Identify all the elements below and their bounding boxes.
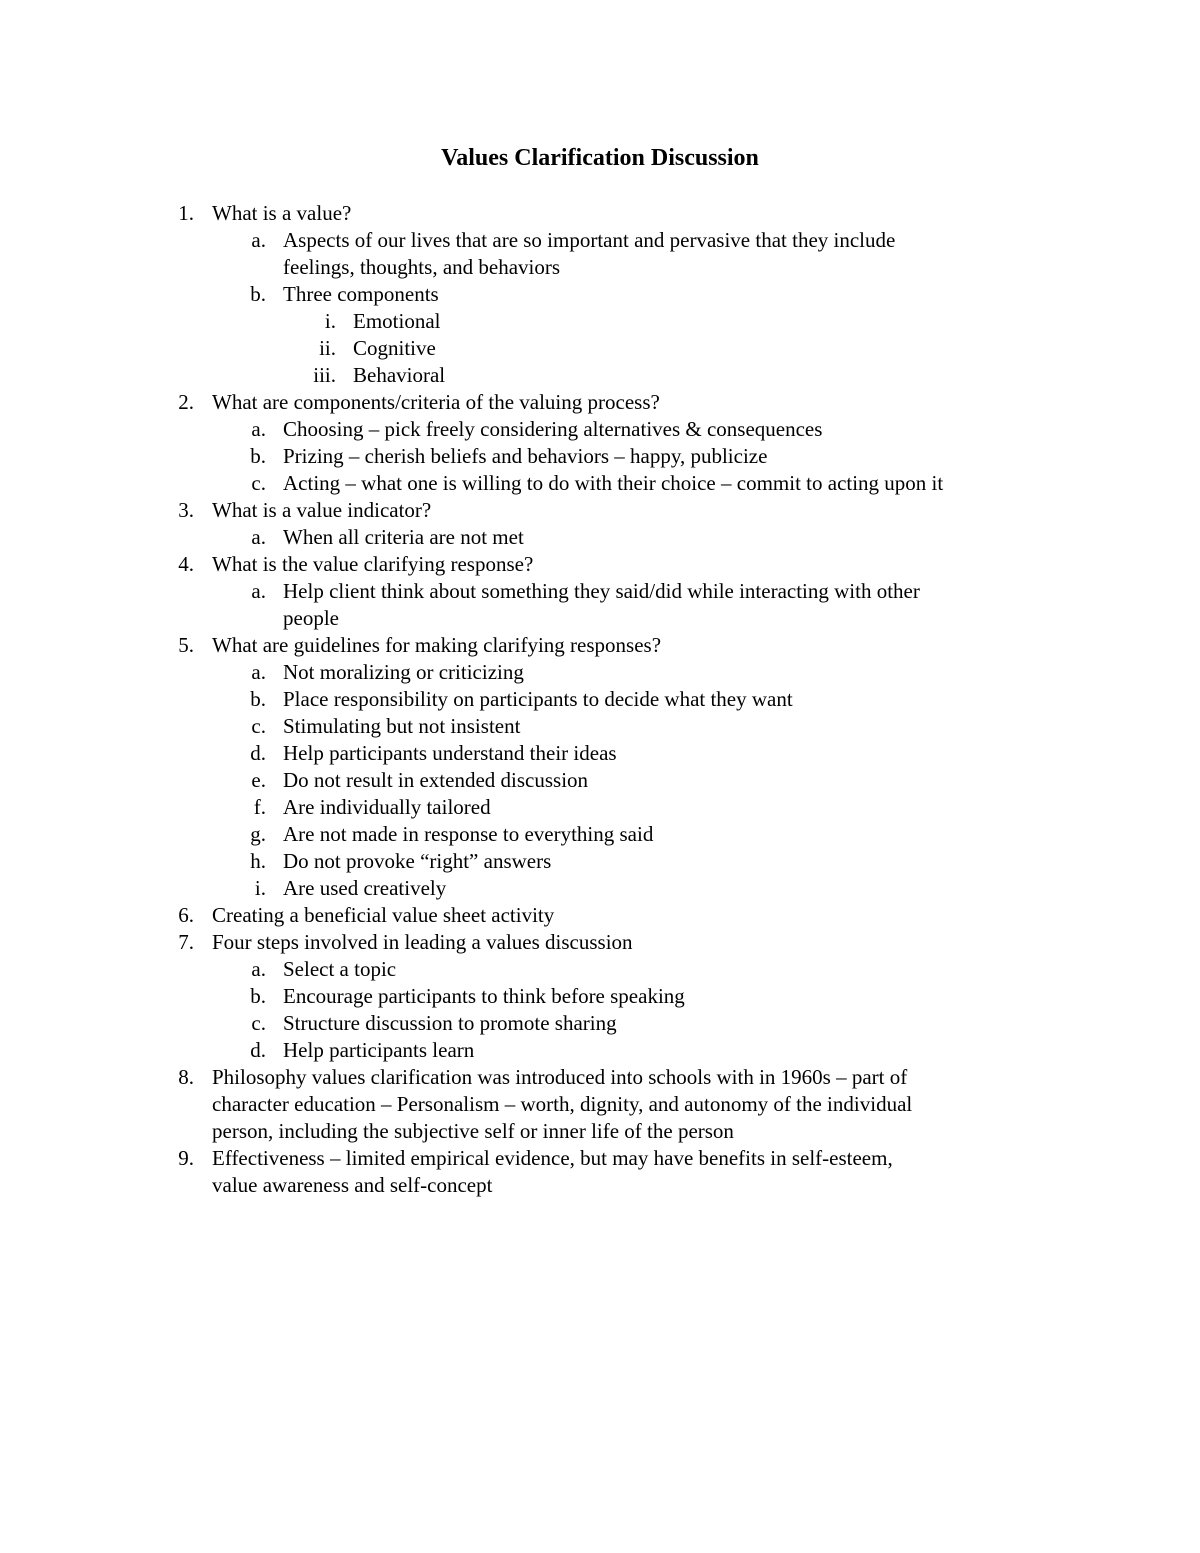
list-item-text: What is the value clarifying response? (212, 552, 534, 576)
sub-sub-item (0, 362, 1200, 389)
list-item-text: Encourage participants to think before speaking (283, 984, 685, 1008)
list-marker: i. (324, 309, 336, 333)
list-item-text: Help client think about something they said/did while interacting with other (283, 579, 920, 603)
list-marker: 3. (178, 498, 194, 522)
list-item (0, 1118, 1200, 1145)
list-item-text: What is a value? (212, 201, 352, 225)
list-item-text: Acting – what one is willing to do with their choice – commit to acting upon it (283, 471, 944, 495)
list-item-text: Three components (283, 282, 439, 306)
list-item (0, 1145, 1200, 1172)
page-title: Values Clarification Discussion (441, 145, 759, 171)
list-item (0, 497, 1200, 524)
list-item-text: Help participants understand their ideas (283, 741, 617, 765)
list-marker: h. (250, 849, 266, 873)
outline-list (0, 200, 1200, 1199)
sub-item (0, 1010, 1200, 1037)
list-item-text: Behavioral (353, 363, 446, 387)
list-item-text: Choosing – pick freely considering alternatives & consequences (283, 417, 823, 441)
list-marker: i. (254, 876, 266, 900)
list-item-text: Aspects of our lives that are so important and pervasive that they include (283, 228, 896, 252)
sub-item (0, 767, 1200, 794)
list-marker: 5. (178, 633, 194, 657)
list-item-text: Cognitive (353, 336, 436, 360)
list-item (0, 1172, 1200, 1199)
list-marker: b. (250, 687, 266, 711)
list-marker: a. (251, 957, 266, 981)
list-item-text: feelings, thoughts, and behaviors (283, 255, 561, 279)
sub-sub-item (0, 308, 1200, 335)
list-item-text: What is a value indicator? (212, 498, 432, 522)
list-item-text: What are guidelines for making clarifying responses? (212, 633, 662, 657)
sub-item (0, 227, 1200, 254)
list-marker: f. (253, 795, 266, 819)
list-item-text: What are components/criteria of the valuing process? (212, 390, 660, 414)
list-marker: iii. (313, 363, 336, 387)
sub-item (0, 713, 1200, 740)
list-marker: c. (251, 471, 266, 495)
sub-item (0, 281, 1200, 308)
list-marker: 7. (178, 930, 194, 954)
list-item-text: Place responsibility on participants to decide what they want (283, 687, 793, 711)
sub-item (0, 686, 1200, 713)
list-item (0, 1091, 1200, 1118)
list-item-text: people (283, 606, 339, 630)
list-item-text: Stimulating but not insistent (283, 714, 521, 738)
list-item-text: Prizing – cherish beliefs and behaviors – happy, publicize (283, 444, 768, 468)
sub-item (0, 956, 1200, 983)
list-item-text: Are used creatively (283, 876, 447, 900)
sub-item (0, 443, 1200, 470)
sub-item (0, 848, 1200, 875)
list-item-text: Emotional (353, 309, 441, 333)
list-item-text: person, including the subjective self or inner life of the person (212, 1119, 734, 1143)
list-item-text: Creating a beneficial value sheet activity (212, 903, 555, 927)
list-marker: d. (250, 741, 266, 765)
list-item-text: Not moralizing or criticizing (283, 660, 524, 684)
list-marker: b. (250, 282, 266, 306)
list-marker: a. (251, 228, 266, 252)
list-marker: b. (250, 444, 266, 468)
list-item-text: Are individually tailored (283, 795, 491, 819)
list-item-text: value awareness and self-concept (212, 1173, 493, 1197)
list-marker: c. (251, 1011, 266, 1035)
sub-item (0, 416, 1200, 443)
list-item (0, 929, 1200, 956)
list-item-text: Select a topic (283, 957, 397, 981)
list-item-text: Structure discussion to promote sharing (283, 1011, 617, 1035)
list-item-text: Are not made in response to everything said (283, 822, 654, 846)
list-item-text: When all criteria are not met (283, 525, 524, 549)
list-marker: 6. (178, 903, 194, 927)
list-item (0, 389, 1200, 416)
sub-item (0, 821, 1200, 848)
list-marker: c. (251, 714, 266, 738)
list-item (0, 1064, 1200, 1091)
sub-item (0, 983, 1200, 1010)
list-marker: 9. (178, 1146, 194, 1170)
list-marker: 1. (178, 201, 194, 225)
list-item (0, 632, 1200, 659)
list-marker: e. (251, 768, 266, 792)
list-marker: a. (251, 660, 266, 684)
list-marker: d. (250, 1038, 266, 1062)
list-marker: g. (250, 822, 266, 846)
list-marker: 8. (178, 1065, 194, 1089)
sub-item (0, 470, 1200, 497)
list-item (0, 902, 1200, 929)
list-item-text: character education – Personalism – worth, dignity, and autonomy of the individual (212, 1092, 913, 1116)
list-item-text: Philosophy values clarification was introduced into schools with in 1960s – part of (212, 1065, 908, 1089)
sub-item (0, 1037, 1200, 1064)
sub-item (0, 578, 1200, 605)
sub-item (0, 740, 1200, 767)
sub-sub-item (0, 335, 1200, 362)
list-item-text: Do not provoke “right” answers (283, 849, 552, 873)
list-item-text: Effectiveness – limited empirical evidence, but may have benefits in self-esteem, (212, 1146, 893, 1170)
list-item-text: Do not result in extended discussion (283, 768, 589, 792)
list-marker: b. (250, 984, 266, 1008)
list-item-text: Help participants learn (283, 1038, 475, 1062)
sub-item (0, 875, 1200, 902)
list-marker: ii. (319, 336, 336, 360)
sub-item (0, 524, 1200, 551)
list-marker: a. (251, 579, 266, 603)
sub-item (0, 254, 1200, 281)
list-item (0, 551, 1200, 578)
sub-item (0, 794, 1200, 821)
sub-item (0, 659, 1200, 686)
list-marker: 2. (178, 390, 194, 414)
sub-item (0, 605, 1200, 632)
list-item (0, 200, 1200, 227)
list-marker: 4. (178, 552, 194, 576)
list-marker: a. (251, 525, 266, 549)
list-item-text: Four steps involved in leading a values discussion (212, 930, 633, 954)
list-marker: a. (251, 417, 266, 441)
